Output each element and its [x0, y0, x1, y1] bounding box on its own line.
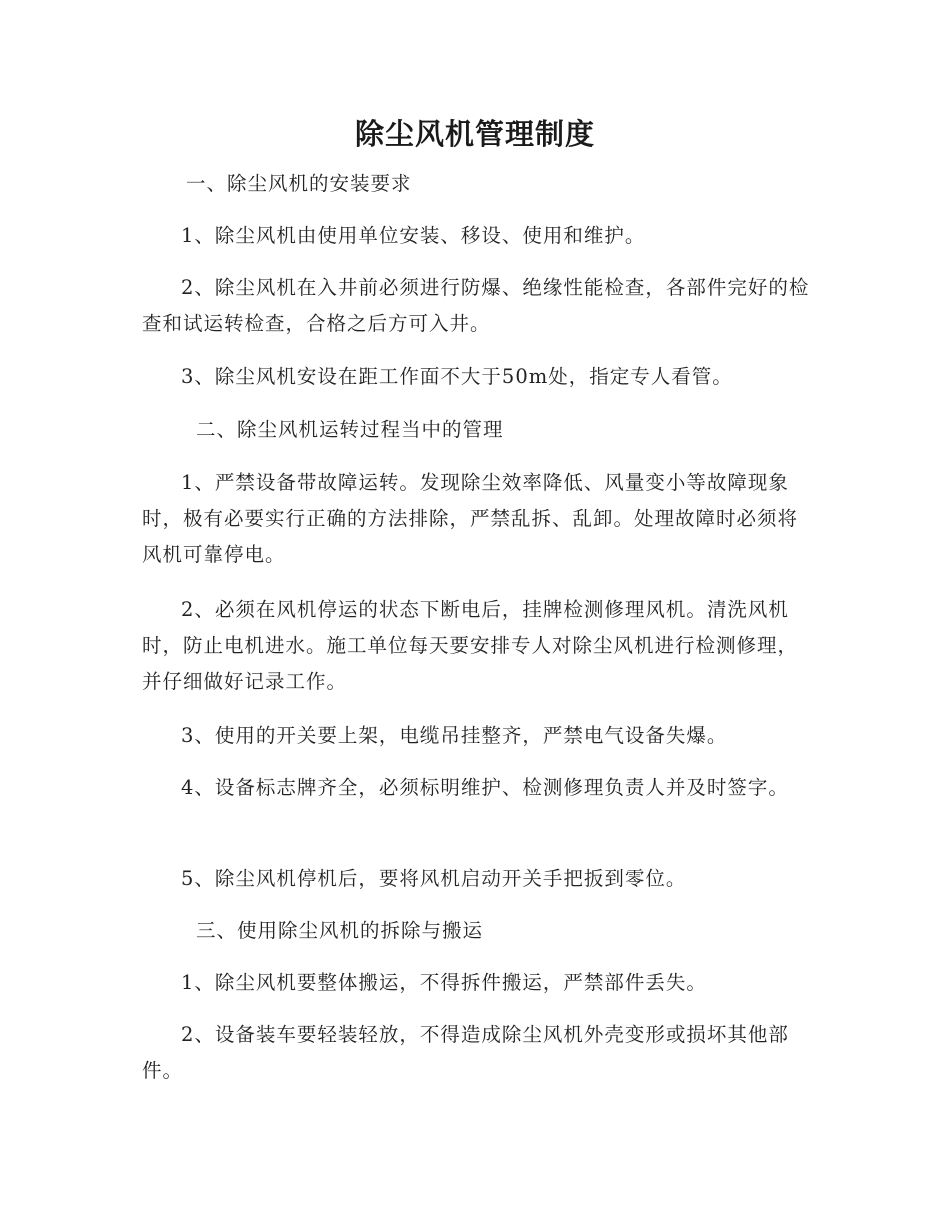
section-heading-2: 二、除尘风机运转过程当中的管理: [196, 418, 504, 441]
document-title: 除尘风机管理制度: [354, 117, 595, 151]
paragraph-1-2: 2、除尘风机在入井前必须进行防爆、绝缘性能检查，各部件完好的检查和试运转检查，合格之后方可入井。: [142, 276, 810, 335]
section-heading-3: 三、使用除尘风机的拆除与搬运: [196, 919, 484, 942]
paragraph-2-4: 4、设备标志牌齐全，必须标明维护、检测修理负责人并及时签字。: [181, 776, 789, 799]
paragraph-3-1: 1、除尘风机要整体搬运，不得拆件搬运，严禁部件丢失。: [181, 971, 707, 994]
section-heading-1: 一、除尘风机的安装要求: [186, 172, 412, 195]
paragraph-1-1: 1、除尘风机由使用单位安装、移设、使用和维护。: [181, 224, 646, 247]
paragraph-3-2: 2、设备装车要轻装轻放，不得造成除尘风机外壳变形或损坏其他部件。: [142, 1023, 789, 1082]
paragraph-2-5: 5、除尘风机停机后，要将风机启动开关手把扳到零位。: [181, 867, 687, 890]
paragraph-2-3: 3、使用的开关要上架，电缆吊挂整齐，严禁电气设备失爆。: [181, 724, 728, 747]
paragraph-2-1: 1、严禁设备带故障运转。发现除尘效率降低、风量变小等故障现象时，极有必要实行正确的方法排除，严禁乱拆、乱卸。处理故障时必须将风机可靠停电。: [142, 471, 799, 566]
paragraph-2-2: 2、必须在风机停运的状态下断电后，挂牌检测修理风机。清洗风机时，防止电机进水。施工单位每天要安排专人对除尘风机进行检测修理，并仔细做好记录工作。: [142, 598, 799, 693]
paragraph-1-3: 3、除尘风机安设在距工作面不大于50m处，指定专人看管。: [181, 365, 733, 388]
